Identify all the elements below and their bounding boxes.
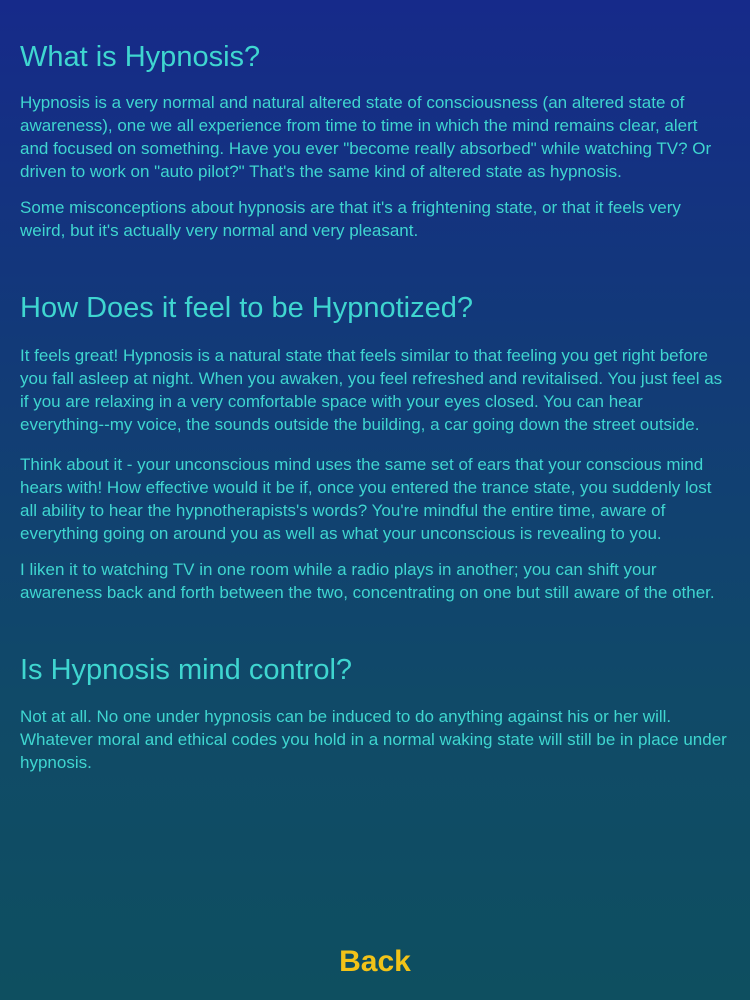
- heading-how-does-it-feel: How Does it feel to be Hypnotized?: [20, 292, 473, 324]
- paragraph-mind-control-1: Not at all. No one under hypnosis can be induced to do anything against his or her will. Whatever moral and ethical codes you hold in a normal waking state will still be in place under hypnosis.: [20, 707, 727, 772]
- paragraph-how-does-it-feel-3: I liken it to watching TV in one room while a radio plays in another; you can shift your awareness back and forth between the two, concentrating on one but still aware of the other.: [20, 560, 715, 602]
- faq-content: [20, 0, 728, 774]
- heading-what-is-hypnosis: What is Hypnosis?: [20, 41, 261, 73]
- paragraph-what-is-hypnosis-1: Hypnosis is a very normal and natural altered state of consciousness (an altered state of awareness), one we all experience from time to time in which the mind remains clear, alert and focused on something. Have you ever "become really absorbed" while watching TV? Or driven to work on "auto pilot?" That's the same kind of altered state as hypnosis.: [20, 93, 712, 181]
- back-button[interactable]: Back: [339, 945, 411, 978]
- paragraph-how-does-it-feel-2: Think about it - your unconscious mind uses the same set of ears that your conscious mind hears with! How effective would it be if, once you entered the trance state, you suddenly lost all ability to hear the hypnotherapists's words? You're mindful the entire time, aware of everything going on around you as well as what your unconscious is revealing to you.: [20, 455, 712, 543]
- paragraph-how-does-it-feel-1: It feels great! Hypnosis is a natural state that feels similar to that feeling you get right before you fall asleep at night. When you awaken, you feel refreshed and revitalised. You just feel as if you are relaxing in a very comfortable space with your eyes closed. You can hear everything--my voice, the sounds outside the building, a car going down the street outside.: [20, 346, 723, 434]
- heading-mind-control: Is Hypnosis mind control?: [20, 654, 353, 686]
- paragraph-what-is-hypnosis-2: Some misconceptions about hypnosis are that it's a frightening state, or that it feels very weird, but it's actually very normal and very pleasant.: [20, 198, 681, 240]
